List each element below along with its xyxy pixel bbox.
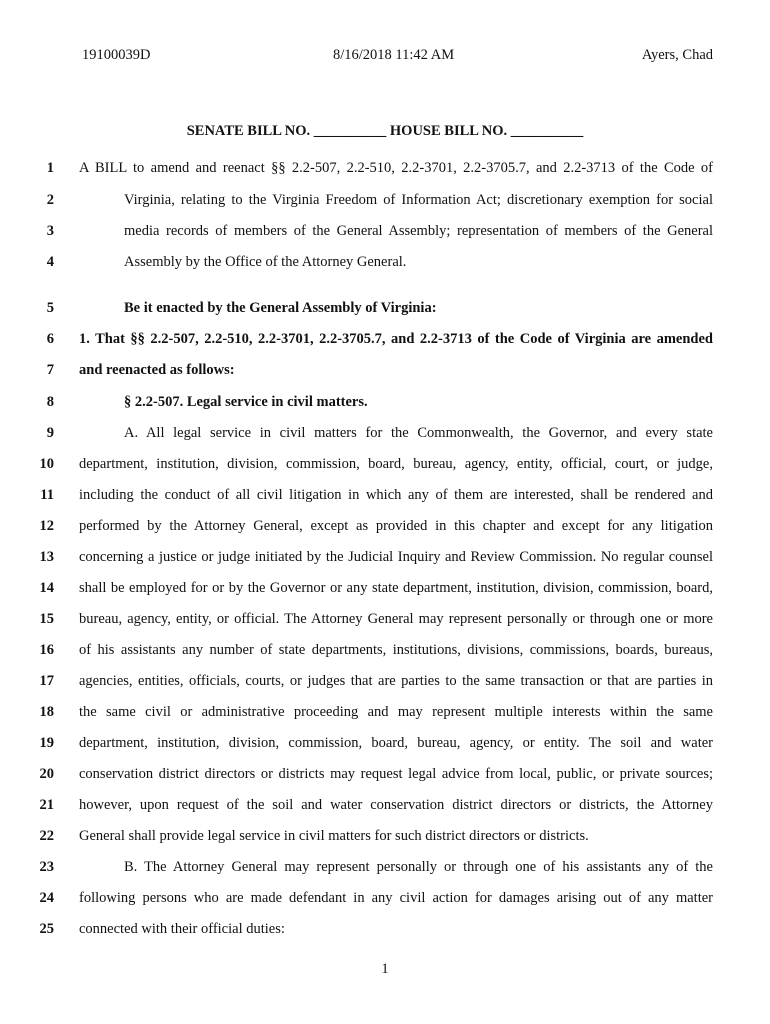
bill-line [0, 487, 770, 507]
page-number: 1 [381, 961, 389, 977]
line-number: 3 [46, 223, 54, 239]
bill-line [0, 735, 770, 755]
line-number: 2 [46, 192, 54, 208]
bill-line [0, 300, 770, 320]
line-number: 18 [39, 704, 54, 720]
bill-line [0, 797, 770, 817]
line-number: 13 [39, 549, 54, 565]
header-datetime: 8/16/2018 11:42 AM [333, 47, 455, 63]
bill-line [0, 160, 770, 180]
bill-line [0, 890, 770, 910]
line-number: 24 [39, 890, 54, 906]
line-text: Assembly by the Office of the Attorney General. [124, 254, 407, 270]
line-number: 22 [39, 828, 54, 844]
line-number: 19 [39, 735, 54, 751]
line-number: 23 [39, 859, 54, 875]
line-text: concerning a justice or judge initiated by the Judicial Inquiry and Review Commission. No regular counsel [79, 549, 713, 565]
header-doc-id: 19100039D [82, 47, 151, 63]
bill-line [0, 580, 770, 600]
bill-line [0, 704, 770, 724]
bill-title: SENATE BILL NO. __________ HOUSE BILL NO. __________ [186, 123, 584, 139]
line-text: performed by the Attorney General, except as provided in this chapter and except for any litigation [79, 518, 713, 534]
line-text: department, institution, division, commission, board, bureau, agency, entity, official, court, or judge, [79, 456, 713, 472]
bill-line [0, 254, 770, 274]
header-author: Ayers, Chad [641, 47, 713, 63]
bill-line [0, 549, 770, 569]
line-number: 9 [46, 425, 54, 441]
line-text: A. All legal service in civil matters for the Commonwealth, the Governor, and every state [124, 425, 713, 441]
line-text: and reenacted as follows: [79, 362, 235, 378]
line-number: 20 [39, 766, 54, 782]
line-text: Be it enacted by the General Assembly of Virginia: [124, 300, 437, 316]
line-text: 1. That §§ 2.2-507, 2.2-510, 2.2-3701, 2.2-3705.7, and 2.2-3713 of the Code of Virginia are amended [79, 331, 713, 347]
bill-line [0, 766, 770, 786]
line-text: § 2.2-507. Legal service in civil matters. [124, 394, 368, 410]
line-text: A BILL to amend and reenact §§ 2.2-507, 2.2-510, 2.2-3701, 2.2-3705.7, and 2.2-3713 of the Code of [79, 160, 713, 176]
bill-line [0, 673, 770, 693]
bill-line [0, 611, 770, 631]
bill-line [0, 921, 770, 941]
line-text: however, upon request of the soil and water conservation district directors or districts, the Attorney [79, 797, 713, 813]
line-number: 21 [39, 797, 54, 813]
line-number: 8 [46, 394, 54, 410]
line-text: bureau, agency, entity, or official. The Attorney General may represent personally or through one or more [79, 611, 713, 627]
line-text: the same civil or administrative proceeding and may represent multiple interests within the same [79, 704, 713, 720]
bill-line [0, 642, 770, 662]
line-number: 10 [39, 456, 54, 472]
line-number: 12 [39, 518, 54, 534]
line-text: B. The Attorney General may represent personally or through one of his assistants any of the [124, 859, 713, 875]
bill-line [0, 859, 770, 879]
bill-line [0, 331, 770, 351]
line-text: following persons who are made defendant in any civil action for damages arising out of any matter [79, 890, 713, 906]
line-number: 14 [39, 580, 54, 596]
line-text: including the conduct of all civil litigation in which any of them are interested, shall be rendered and [79, 487, 713, 503]
line-number: 17 [39, 673, 54, 689]
line-number: 11 [40, 487, 54, 503]
line-number: 6 [46, 331, 54, 347]
line-text: media records of members of the General Assembly; representation of members of the General [124, 223, 713, 239]
line-number: 7 [46, 362, 54, 378]
bill-line [0, 394, 770, 414]
line-number: 16 [39, 642, 54, 658]
line-text: General shall provide legal service in civil matters for such district directors or districts. [79, 828, 589, 844]
line-text: Virginia, relating to the Virginia Freedom of Information Act; discretionary exemption for social [124, 192, 713, 208]
line-text: agencies, entities, officials, courts, or judges that are parties to the same transaction or that are parties in [79, 673, 713, 689]
line-text: shall be employed for or by the Governor or any state department, institution, division, commission, board, [79, 580, 713, 596]
bill-line [0, 425, 770, 445]
line-number: 25 [39, 921, 54, 937]
line-number: 1 [46, 160, 54, 176]
line-number: 5 [46, 300, 54, 316]
line-text: connected with their official duties: [79, 921, 285, 937]
line-text: conservation district directors or districts may request legal advice from local, public, or private sources; [79, 766, 713, 782]
bill-line [0, 456, 770, 476]
bill-line [0, 828, 770, 848]
bill-line [0, 518, 770, 538]
bill-line [0, 192, 770, 212]
line-text: department, institution, division, commission, board, bureau, agency, or entity. The soil and water [79, 735, 713, 751]
bill-line [0, 223, 770, 243]
line-number: 4 [46, 254, 54, 270]
line-number: 15 [39, 611, 54, 627]
bill-line [0, 362, 770, 382]
line-text: of his assistants any number of state departments, institutions, divisions, commissions, boards, bureaus, [79, 642, 713, 658]
